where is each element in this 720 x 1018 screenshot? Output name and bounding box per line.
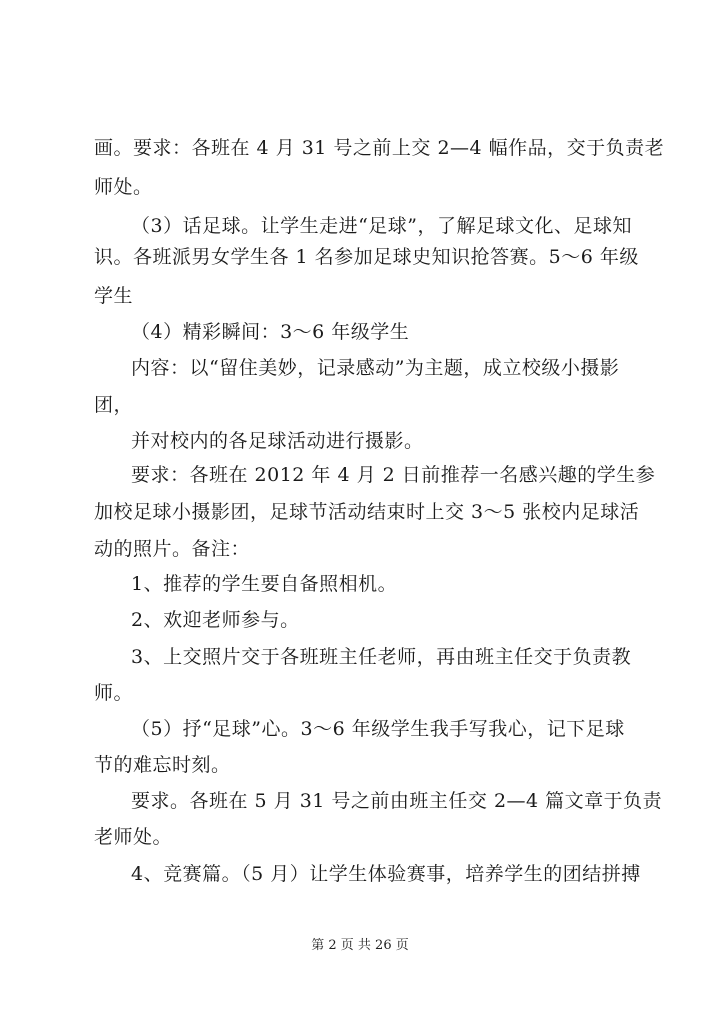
text-line-12: 动的照片。备注： (94, 538, 251, 560)
text-line-11: 加校足球小摄影团，足球节活动结束时上交 3～5 张校内足球活 (94, 501, 640, 523)
text-line-10: 要求：各班在 2012 年 4 月 2 日前推荐一名感兴趣的学生参 (131, 464, 656, 486)
text-line-19: 要求。各班在 5 月 31 号之前由班主任交 2—4 篇文章于负责 (131, 790, 663, 812)
text-line-7: 内容：以“留住美妙，记录感动”为主题，成立校级小摄影 (131, 357, 620, 379)
text-line-6: （4）精彩瞬间：3～6 年级学生 (131, 321, 410, 343)
text-line-16: 师。 (94, 682, 134, 704)
text-line-21: 4、竞赛篇。（5 月）让学生体验赛事，培养学生的团结拼搏 (131, 863, 641, 885)
text-line-4: 识。各班派男女学生各 1 名参加足球史知识抢答赛。5～6 年级 (94, 246, 639, 268)
text-line-15: 3、上交照片交于各班班主任老师，再由班主任交于负责教 (131, 646, 632, 668)
text-line-13: 1、推荐的学生要自备照相机。 (131, 573, 398, 595)
text-line-3: （3）话足球。让学生走进“足球”，了解足球文化、足球知 (131, 215, 633, 237)
page-number-footer: 第 2 页 共 26 页 (311, 938, 409, 953)
text-line-18: 节的难忘时刻。 (94, 754, 231, 776)
text-line-14: 2、欢迎老师参与。 (131, 609, 300, 631)
text-line-8: 团， (94, 394, 134, 416)
text-line-20: 老师处。 (94, 826, 173, 848)
text-line-17: （5）抒“足球”心。3～6 年级学生我手写我心，记下足球 (131, 718, 625, 740)
text-line-5: 学生 (94, 285, 134, 307)
text-line-2: 师处。 (94, 176, 153, 198)
text-line-1: 画。要求：各班在 4 月 31 号之前上交 2—4 幅作品，交于负责老 (94, 137, 665, 159)
text-line-9: 并对校内的各足球活动进行摄影。 (131, 430, 424, 452)
